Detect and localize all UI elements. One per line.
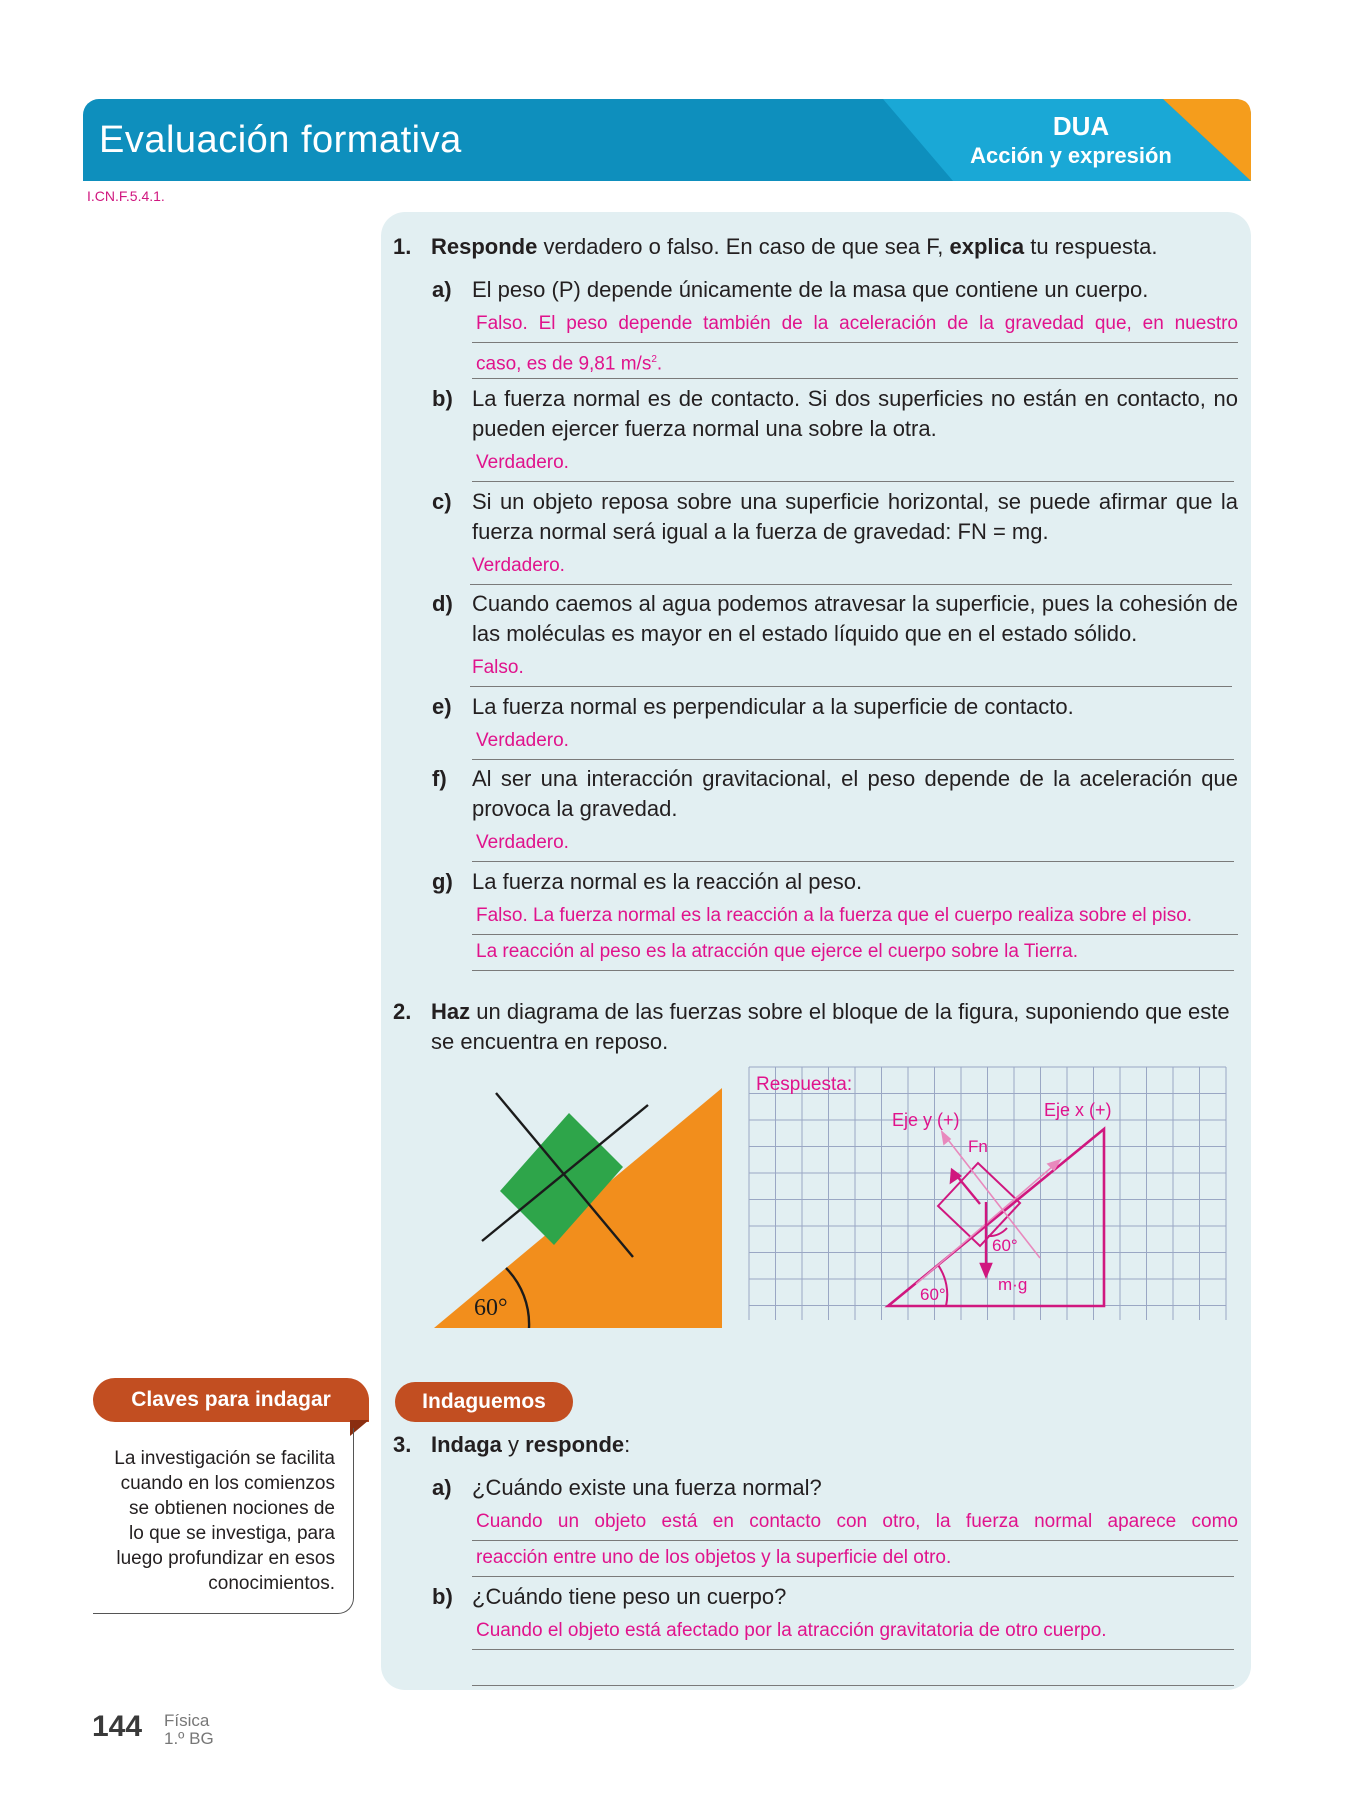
answer-3a-line-2: reacción entre uno de los objetos y la superficie del otro.	[472, 1543, 1234, 1577]
incline-figure	[430, 1075, 730, 1335]
mg-label: m·g	[998, 1275, 1028, 1294]
mg-arrow	[981, 1264, 991, 1276]
page-title: Evaluación formativa	[99, 119, 462, 161]
answer-b: Verdadero.	[472, 448, 1234, 482]
answer-3a-line-1: Cuando un objeto está en contacto con otro, la fuerza normal aparece como	[472, 1507, 1238, 1541]
fn-arrow	[951, 1170, 960, 1182]
axis-x-label: Eje x (+)	[1044, 1100, 1112, 1120]
answer-d: Falso.	[470, 653, 1232, 687]
figure-angle-label: 60°	[474, 1295, 508, 1321]
answer-e: Verdadero.	[472, 726, 1234, 760]
question-3: 3. Indaga y responde:	[393, 1432, 631, 1457]
axis-y-label: Eje y (+)	[892, 1110, 960, 1130]
question-2: 2. Haz un diagrama de las fuerzas sobre el bloque de la figura, suponiendo que este se encuentra en reposo.	[393, 999, 1230, 1054]
page-number: 144	[92, 1710, 143, 1743]
answer-a-line-1: Falso. El peso depende también de la aceleración de la gravedad que, en nuestro	[472, 309, 1238, 343]
answer-a-line-2: caso, es de 9,81 $m/s^2$.	[472, 345, 1238, 379]
answer-3b-line-2	[472, 1652, 1234, 1686]
dua-subtitle: Acción y expresión	[970, 143, 1172, 168]
response-label: Respuesta:	[756, 1074, 853, 1095]
claves-pill: Claves para indagar	[93, 1378, 369, 1422]
angle-top-label: 60°	[992, 1236, 1018, 1255]
question-1-prompt: Responde verdadero o falso. En caso de que sea F, explica tu respuesta.	[431, 234, 1158, 259]
question-number: 1.	[393, 234, 412, 259]
claves-text: La investigación se facilita cuando en los comienzos se obtienen nociones de lo que se investiga, para luego profundizar en esos conocimientos.	[114, 1448, 335, 1594]
section-header	[83, 99, 1251, 181]
response-grid	[748, 1066, 1228, 1322]
angle-base-label: 60°	[920, 1285, 946, 1304]
answer-3b-line-1: Cuando el objeto está afectado por la atracción gravitatoria de otro cuerpo.	[472, 1616, 1234, 1650]
question-1	[393, 232, 1243, 262]
indicator-code: I.CN.F.5.4.1.	[87, 188, 165, 204]
footer-subject: Física 1.º BG	[164, 1711, 214, 1748]
answer-f: Verdadero.	[472, 828, 1234, 862]
dua-label: DUA	[1052, 111, 1110, 141]
indaguemos-pill: Indaguemos	[395, 1382, 573, 1422]
answer-g-line-2: La reacción al peso es la atracción que ejerce el cuerpo sobre la Tierra.	[472, 937, 1234, 971]
fn-label: Fn	[968, 1137, 988, 1156]
answer-c: Verdadero.	[470, 551, 1232, 585]
answer-g-line-1: Falso. La fuerza normal es la reacción a la fuerza que el cuerpo realiza sobre el piso.	[472, 901, 1238, 935]
axis-y-arrow	[942, 1132, 950, 1144]
